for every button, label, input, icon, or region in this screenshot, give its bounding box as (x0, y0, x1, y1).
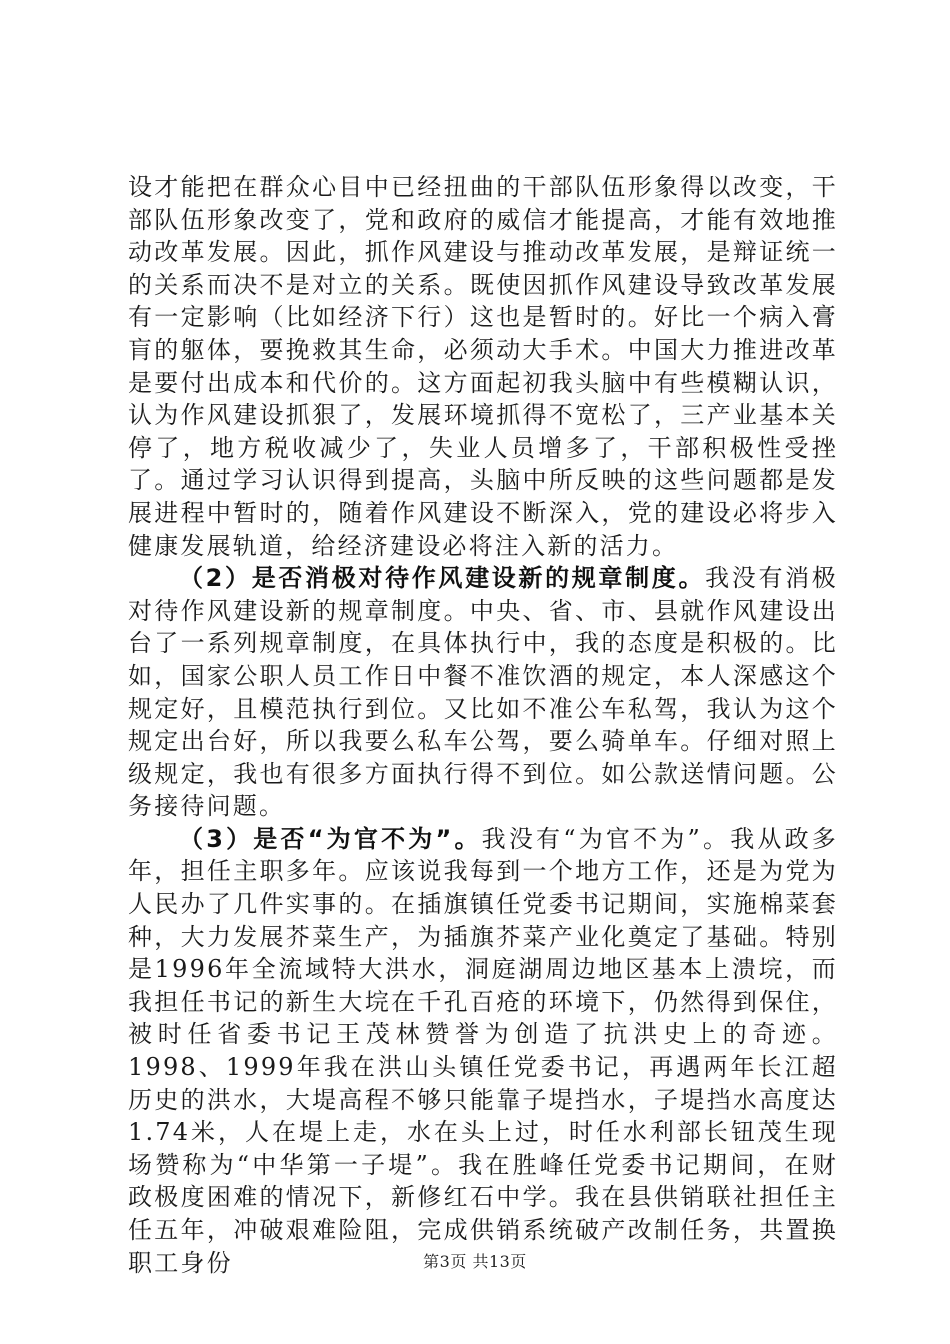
paragraph-2-heading: （2）是否消极对待作风建设新的规章制度。 (179, 564, 706, 593)
paragraph-2-text: 我没有消极对待作风建设新的规章制度。中央、省、市、县就作风建设出台了一系列规章制度，在具体执行中，我的态度是积极的。比如，国家公职人员工作日中餐不准饮酒的规定，本人深感这个规定好，且模范执行到位。又比如不准公车私驾，我认为这个规定出台好，所以我要么私车公驾，要么骑单车。仔细对照上级规定，我也有很多方面执行得不到位。如公款送情问题。公务接待问题。 (128, 564, 839, 821)
paragraph-2 (128, 562, 838, 823)
page-number-footer: 第3页 共13页 (423, 1252, 527, 1271)
paragraph-1-text: 设才能把在群众心目中已经扭曲的干部队伍形象得以改变，干部队伍形象改变了，党和政府的威信才能提高，才能有效地推动改革发展。因此，抓作风建设与推动改革发展，是辩证统一的关系而决不是对立的关系。既使因抓作风建设导致改革发展有一定影响（比如经济下行）这也是暂时的。好比一个病入膏肓的躯体，要挽救其生命，必须动大手术。中国大力推进改革是要付出成本和代价的。这方面起初我头脑中有些模糊认识，认为作风建设抓狠了，发展环境抓得不宽松了，三产业基本关停了，地方税收减少了，失业人员增多了，干部积极性受挫了。通过学习认识得到提高，头脑中所反映的这些问题都是发展进程中暂时的，随着作风建设不断深入，党的建设必将步入健康发展轨道，给经济建设必将注入新的活力。 (128, 173, 838, 560)
paragraph-3-text: 我没有“为官不为”。我从政多年，担任主职多年。应该说我每到一个地方工作，还是为党为人民办了几件实事的。在插旗镇任党委书记期间，实施棉菜套种，大力发展芥菜生产，为插旗芥菜产业化奠定了基础。特别是1996年全流域特大洪水，洞庭湖周边地区基本上溃垸，而我担任书记的新生大垸在千孔百疮的环境下，仍然得到保住，被时任省委书记王茂林赞誉为创造了抗洪史上的奇迹。1998、1999年我在洪山头镇任党委书记，再遇两年长江超历史的洪水，大堤高程不够只能靠子堤挡水，子堤挡水高度达1.74米，人在堤上走，水在头上过，时任水利部长钮茂生现场赞称为“中华第一子堤”。我在胜峰任党委书记期间，在财政极度困难的情况下，新修红石中学。我在县供销联社担任主任五年，冲破艰难险阻，完成供销系统破产改制任务，共置换职工身份 (128, 824, 838, 1277)
document-body (128, 171, 838, 1279)
paragraph-3 (128, 823, 838, 1279)
paragraph-3-heading: （3）是否“为官不为”。 (179, 824, 482, 853)
paragraph-1 (128, 171, 838, 562)
